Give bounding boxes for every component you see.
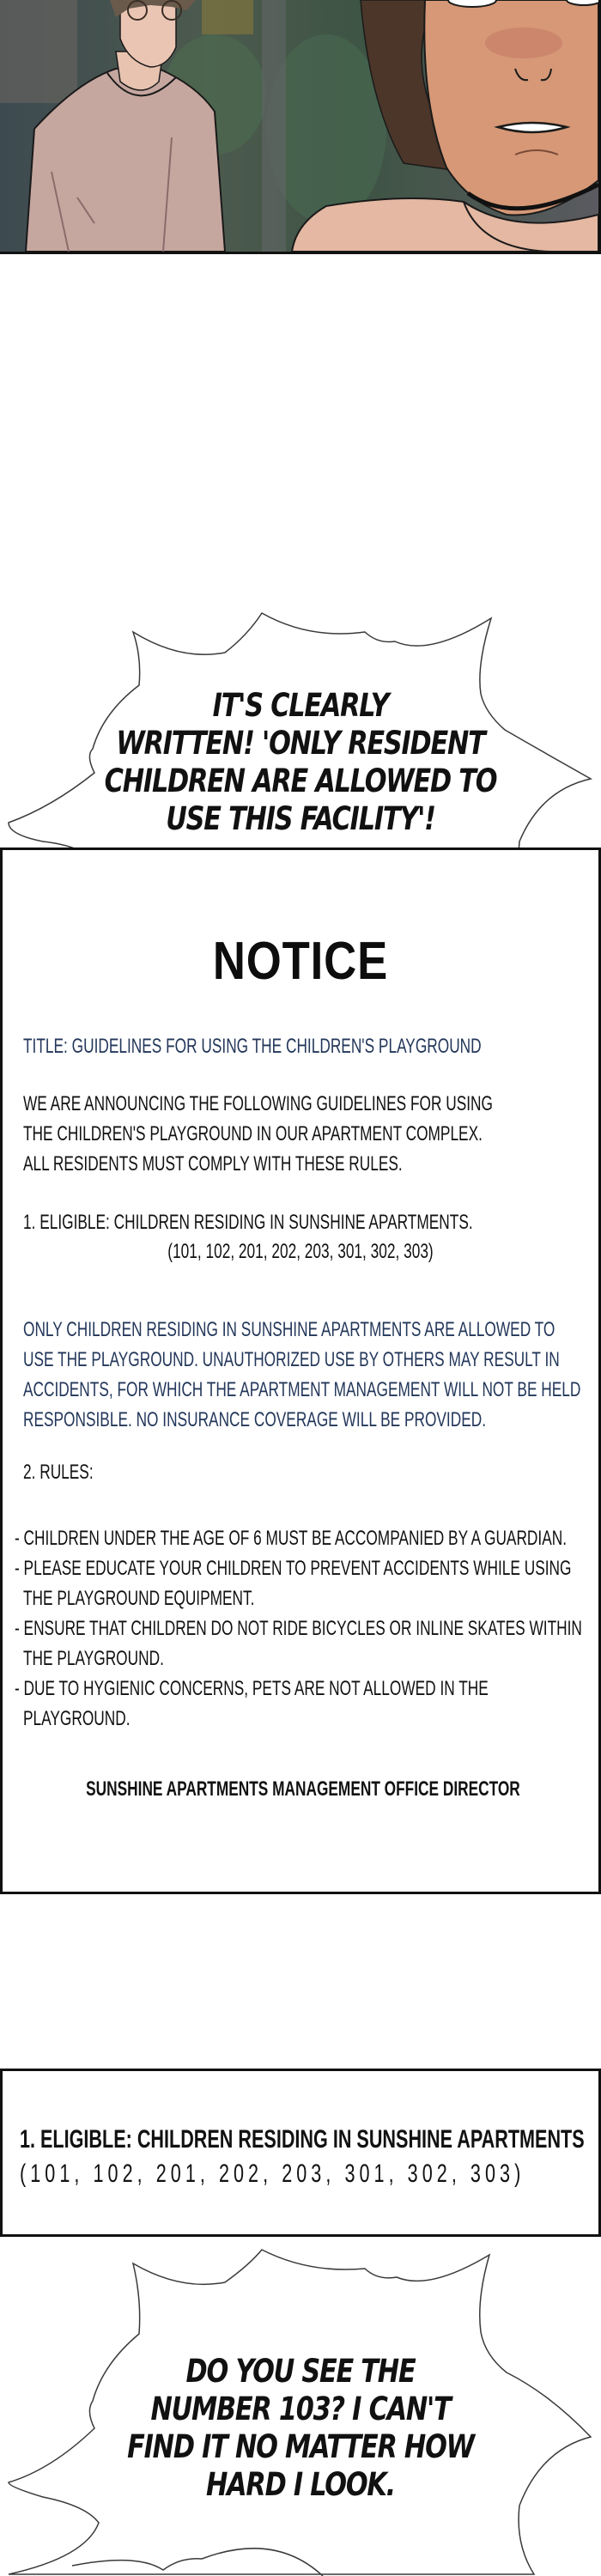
notice-rule-line: - ENSURE THAT CHILDREN DO NOT RIDE BICYCLES OR INLINE SKATES WITHIN	[15, 1617, 582, 1640]
notice-warning-line: ONLY CHILDREN RESIDING IN SUNSHINE APARTMENTS ARE ALLOWED TO	[23, 1318, 555, 1341]
bubble-line: NUMBER 103? I CAN'T	[150, 2391, 451, 2427]
notice-rules-heading: 2. RULES:	[23, 1461, 94, 1484]
closeup-units: (101, 102, 201, 202, 203, 301, 302, 303)	[20, 2160, 525, 2188]
notice-intro-line: THE CHILDREN'S PLAYGROUND IN OUR APARTMENT COMPLEX.	[23, 1122, 483, 1145]
notice-intro-line: ALL RESIDENTS MUST COMPLY WITH THESE RULES.	[23, 1152, 403, 1176]
bubble-1-text	[54, 687, 547, 838]
notice-signature: SUNSHINE APARTMENTS MANAGEMENT OFFICE DIRECTOR	[86, 1777, 520, 1801]
notice-intro-line: WE ARE ANNOUNCING THE FOLLOWING GUIDELINES FOR USING	[23, 1092, 493, 1115]
bubble-line: FIND IT NO MATTER HOW	[127, 2428, 474, 2465]
notice-rule-line: - CHILDREN UNDER THE AGE OF 6 MUST BE ACCOMPANIED BY A GUARDIAN.	[15, 1527, 568, 1550]
notice-rule-line: - PLEASE EDUCATE YOUR CHILDREN TO PREVENT ACCIDENTS WHILE USING	[15, 1557, 572, 1580]
notice-closeup	[0, 2069, 601, 2237]
bubble-line: HARD I LOOK.	[206, 2466, 395, 2503]
speech-bubble-2	[0, 2248, 601, 2576]
blush	[485, 27, 562, 58]
comic-illustration	[0, 0, 598, 252]
notice-warning-line: RESPONSIBLE. NO INSURANCE COVERAGE WILL BE PROVIDED.	[23, 1408, 487, 1431]
background-building	[0, 0, 77, 103]
bubble-line: WRITTEN! 'ONLY RESIDENT	[116, 725, 485, 762]
background-window	[202, 0, 253, 34]
notice-heading: NOTICE	[212, 932, 389, 991]
notice-units: (101, 102, 201, 202, 203, 301, 302, 303)	[167, 1240, 434, 1263]
notice-sign	[0, 848, 601, 1894]
closeup-eligible: 1. ELIGIBLE: CHILDREN RESIDING IN SUNSHINE APARTMENTS	[20, 2125, 585, 2154]
right-character-eye	[567, 0, 598, 5]
notice-rule-line: THE PLAYGROUND EQUIPMENT.	[23, 1587, 255, 1610]
notice-title: TITLE: GUIDELINES FOR USING THE CHILDREN'S PLAYGROUND	[23, 1035, 482, 1058]
notice-rule-line: - DUE TO HYGIENIC CONCERNS, PETS ARE NOT ALLOWED IN THE	[15, 1677, 489, 1700]
bubble-line: IT'S CLEARLY	[212, 687, 389, 724]
notice-warning-line: ACCIDENTS, FOR WHICH THE APARTMENT MANAGEMENT WILL NOT BE HELD	[23, 1378, 581, 1401]
bubble-2-text	[54, 2353, 547, 2504]
notice-warning-line: USE THE PLAYGROUND. UNAUTHORIZED USE BY OTHERS MAY RESULT IN	[23, 1348, 560, 1371]
bubble-line: USE THIS FACILITY'!	[166, 800, 435, 837]
background-pillar	[262, 0, 286, 252]
bubble-line: CHILDREN ARE ALLOWED TO	[104, 762, 497, 799]
comic-art-panel	[0, 0, 601, 254]
bubble-line: DO YOU SEE THE	[185, 2353, 416, 2390]
notice-rule-line: PLAYGROUND.	[23, 1707, 131, 1730]
notice-rule-line: THE PLAYGROUND.	[23, 1647, 164, 1670]
notice-eligible: 1. ELIGIBLE: CHILDREN RESIDING IN SUNSHINE APARTMENTS.	[23, 1211, 473, 1234]
